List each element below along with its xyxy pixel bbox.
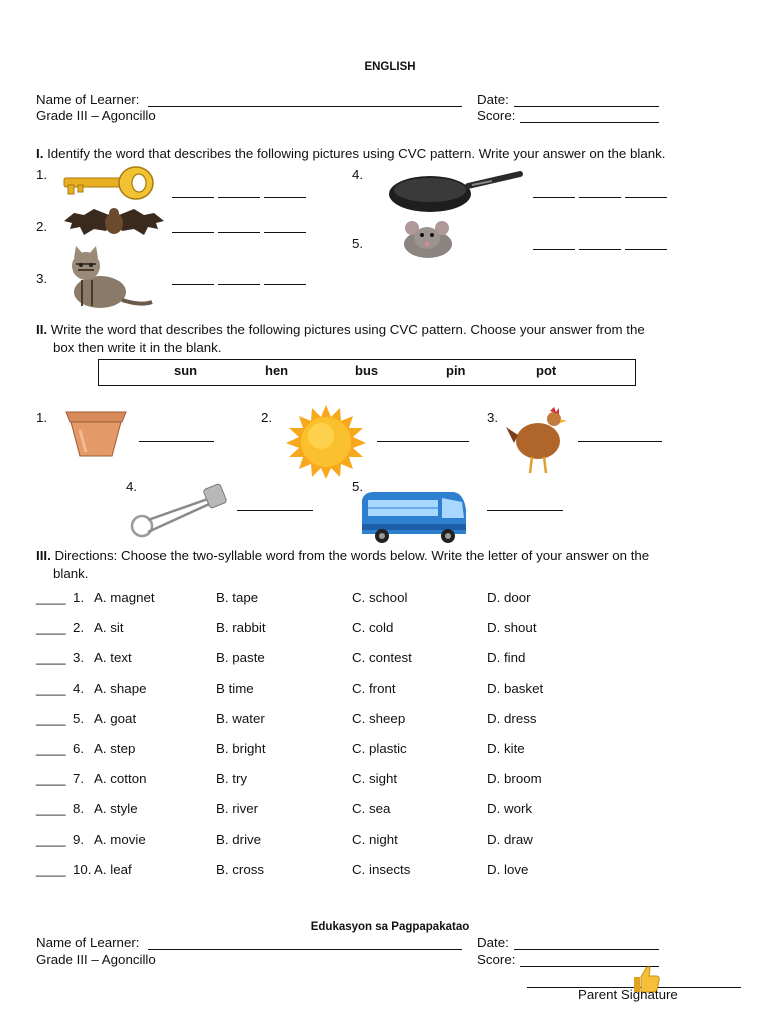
option-c: C. plastic xyxy=(352,741,407,756)
option-c: C. school xyxy=(352,590,408,605)
parent-signature-label: Parent Signature xyxy=(578,987,678,1002)
cat-icon xyxy=(62,246,154,312)
part1-number-4: 4. xyxy=(352,167,364,182)
part2-instruction-line1 xyxy=(36,322,645,337)
option-a: A. shape xyxy=(94,680,147,696)
option-d: D. love xyxy=(487,861,529,877)
question-number: 9. xyxy=(73,831,85,847)
option-a: A. cotton xyxy=(94,771,147,787)
part2-number-5: 5. xyxy=(352,479,364,494)
esp-grade-label: Grade III – Agoncillo xyxy=(36,952,156,967)
option-a: A. style xyxy=(94,801,138,817)
option-a: A. text xyxy=(94,650,132,666)
part1-instruction-text: Identify the word that describes the following pictures using CVC pattern. Write your answer on the blank. xyxy=(47,146,666,161)
word-box-item-bus: bus xyxy=(355,363,379,378)
part2-number-3: 3. xyxy=(487,410,499,425)
option-a: A. step xyxy=(94,741,136,756)
part1-number-2: 2. xyxy=(36,219,48,234)
part2-answer-2[interactable] xyxy=(377,441,469,442)
part1-blank-1c[interactable] xyxy=(264,197,306,198)
part1-blank-2a[interactable] xyxy=(172,232,214,233)
question-number: 10. xyxy=(73,861,92,877)
esp-date-field[interactable] xyxy=(514,949,659,950)
option-a: A. sit xyxy=(94,620,124,636)
answer-blank[interactable]: ____ xyxy=(36,590,66,605)
english-grade-label: Grade III – Agoncillo xyxy=(36,108,156,123)
option-c: C. insects xyxy=(352,861,411,877)
part1-blank-1a[interactable] xyxy=(172,197,214,198)
option-d: D. broom xyxy=(487,771,542,787)
key-icon xyxy=(62,164,156,202)
part1-blank-4a[interactable] xyxy=(533,197,575,198)
answer-blank[interactable]: ____ xyxy=(36,710,66,726)
option-c: C. front xyxy=(352,680,396,696)
option-c: C. contest xyxy=(352,650,412,666)
option-d: D. shout xyxy=(487,620,537,636)
esp-name-field[interactable] xyxy=(148,949,462,950)
answer-blank[interactable]: ____ xyxy=(36,861,66,877)
answer-blank[interactable]: ____ xyxy=(36,771,66,787)
part1-blank-5b[interactable] xyxy=(579,249,621,250)
bus-icon xyxy=(358,488,468,546)
part2-answer-5[interactable] xyxy=(487,510,563,511)
word-box-item-pot: pot xyxy=(536,363,557,378)
part2-number-2: 2. xyxy=(261,410,273,425)
part1-number-3: 3. xyxy=(36,271,48,286)
part2-instruction-text-1: Write the word that describes the following pictures using CVC pattern. Choose your answer from the xyxy=(50,322,645,337)
part3-instruction-text-1: Directions: Choose the two-syllable word from the words below. Write the letter of your answer on the xyxy=(54,548,650,563)
part2-number-4: 4. xyxy=(126,479,138,494)
option-b: B. drive xyxy=(216,831,262,847)
option-a: A. goat xyxy=(94,710,137,726)
part1-number-5: 5. xyxy=(352,236,364,251)
word-box-item-sun: sun xyxy=(174,363,198,378)
question-number: 6. xyxy=(73,741,85,756)
esp-date-label: Date: xyxy=(477,935,509,950)
option-b: B. river xyxy=(216,801,259,817)
part3-roman: III. xyxy=(36,548,51,563)
option-d: D. draw xyxy=(487,831,533,847)
option-a: A. magnet xyxy=(94,590,155,605)
part2-answer-1[interactable] xyxy=(139,441,214,442)
part1-blank-2c[interactable] xyxy=(264,232,306,233)
esp-score-label: Score: xyxy=(477,952,516,967)
english-title: ENGLISH xyxy=(364,61,416,73)
question-number: 7. xyxy=(73,771,85,787)
frying-pan-icon xyxy=(388,170,524,214)
english-name-field[interactable] xyxy=(148,106,462,107)
part1-blank-3c[interactable] xyxy=(264,284,306,285)
part2-answer-3[interactable] xyxy=(578,441,662,442)
english-name-label: Name of Learner: xyxy=(36,92,140,107)
part1-roman: I. xyxy=(36,146,44,161)
english-score-field[interactable] xyxy=(520,122,659,123)
option-d: D. work xyxy=(487,801,533,817)
option-d: D. dress xyxy=(487,710,537,726)
option-c: C. sight xyxy=(352,771,398,787)
question-number: 4. xyxy=(73,680,85,696)
question-number: 2. xyxy=(73,620,85,636)
option-b: B. cross xyxy=(216,861,265,877)
esp-title: Edukasyon sa Pagpapakatao xyxy=(310,921,470,933)
answer-blank[interactable]: ____ xyxy=(36,801,66,817)
answer-blank[interactable]: ____ xyxy=(36,741,66,756)
english-date-label: Date: xyxy=(477,92,509,107)
part1-blank-5a[interactable] xyxy=(533,249,575,250)
part1-blank-5c[interactable] xyxy=(625,249,667,250)
part2-instruction-line2: box then write it in the blank. xyxy=(53,340,222,355)
option-b: B. rabbit xyxy=(216,620,266,636)
part1-blank-4c[interactable] xyxy=(625,197,667,198)
answer-blank[interactable]: ____ xyxy=(36,650,66,666)
part1-blank-1b[interactable] xyxy=(218,197,260,198)
hen-icon xyxy=(504,405,570,477)
part1-number-1: 1. xyxy=(36,167,48,182)
part3-instruction-line2: blank. xyxy=(53,566,89,581)
option-b: B. tape xyxy=(216,590,259,605)
option-c: C. sheep xyxy=(352,710,406,726)
option-c: C. sea xyxy=(352,801,391,817)
option-a: A. movie xyxy=(94,831,146,847)
option-b: B time xyxy=(216,680,254,696)
answer-blank[interactable]: ____ xyxy=(36,680,66,696)
clay-pot-icon xyxy=(62,408,130,460)
part3-instruction-line1 xyxy=(36,548,649,563)
question-number: 5. xyxy=(73,710,85,726)
option-d: D. door xyxy=(487,590,531,605)
option-d: D. find xyxy=(487,650,526,666)
safety-pin-icon xyxy=(126,482,230,540)
part1-blank-2b[interactable] xyxy=(218,232,260,233)
option-b: B. try xyxy=(216,771,248,787)
option-b: B. water xyxy=(216,710,265,726)
part2-roman: II. xyxy=(36,322,48,337)
english-score-label: Score: xyxy=(477,108,516,123)
part2-answer-4[interactable] xyxy=(237,510,313,511)
option-b: B. paste xyxy=(216,650,265,666)
sun-icon xyxy=(283,403,369,479)
word-box-item-hen: hen xyxy=(265,363,289,378)
bat-icon xyxy=(60,207,168,241)
option-d: D. kite xyxy=(487,741,525,756)
english-date-field[interactable] xyxy=(514,106,659,107)
question-number: 8. xyxy=(73,801,85,817)
part1-blank-4b[interactable] xyxy=(579,197,621,198)
option-c: C. night xyxy=(352,831,398,847)
esp-name-label: Name of Learner: xyxy=(36,935,140,950)
question-number: 3. xyxy=(73,650,85,666)
part1-blank-3a[interactable] xyxy=(172,284,214,285)
option-c: C. cold xyxy=(352,620,394,636)
option-d: D. basket xyxy=(487,680,544,696)
option-a: A. leaf xyxy=(94,861,132,877)
rat-icon xyxy=(398,216,458,260)
word-box-item-pin: pin xyxy=(446,363,466,378)
answer-blank[interactable]: ____ xyxy=(36,831,66,847)
part1-instruction xyxy=(36,146,665,161)
option-b: B. bright xyxy=(216,741,266,756)
part1-blank-3b[interactable] xyxy=(218,284,260,285)
part2-number-1: 1. xyxy=(36,410,48,425)
question-number: 1. xyxy=(73,590,85,605)
answer-blank[interactable]: ____ xyxy=(36,620,66,636)
